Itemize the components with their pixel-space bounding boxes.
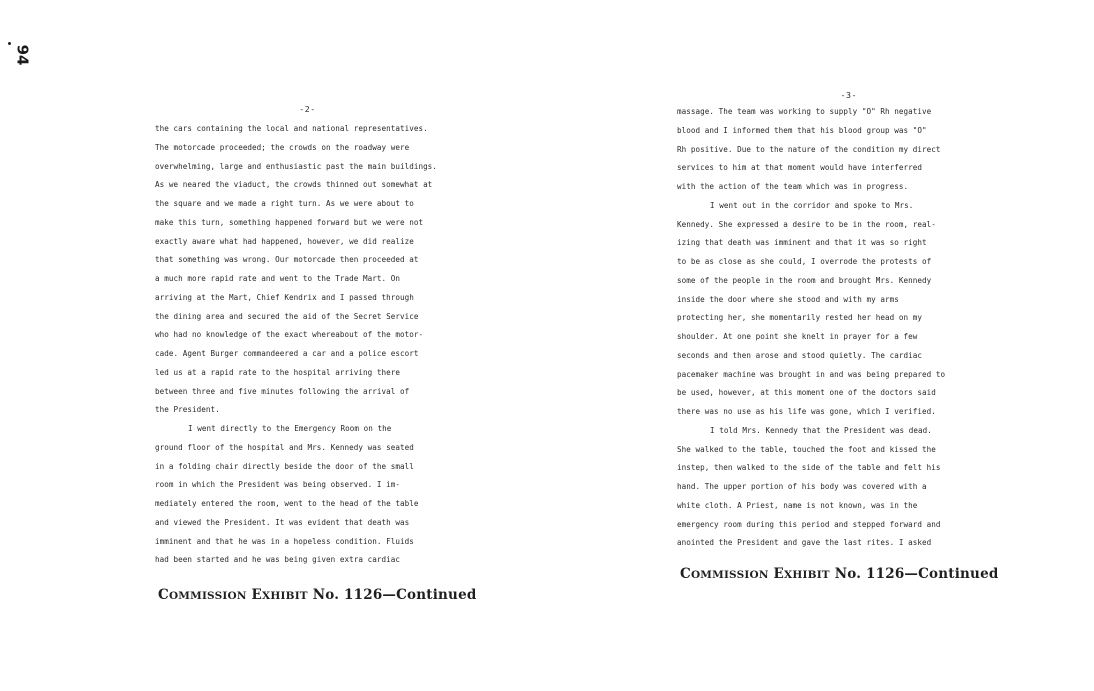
caption-rest: No. 1126—Continued	[307, 587, 477, 603]
text-line: inside the door where she stood and with my arms	[677, 294, 899, 304]
text-line: shoulder. At one point she knelt in prayer for a few	[677, 332, 918, 341]
text-line: to be as close as she could, I overrode the protests of	[677, 257, 932, 266]
text-line: imminent and that he was in a hopeless condition. Fluids	[155, 536, 414, 546]
caption-smallcaps-1: OMMISSION	[168, 590, 247, 602]
margin-dot	[8, 42, 11, 45]
text-line: exactly aware what had happened, however, we did realize	[155, 236, 414, 246]
text-line: make this turn, something happened forward but we were not	[155, 217, 424, 227]
text-line: seconds and then arose and stood quietly. The cardiac	[677, 350, 922, 360]
text-line: As we neared the viaduct, the crowds thinned out somewhat at	[155, 180, 433, 190]
text-line: She walked to the table, touched the foot and kissed the	[677, 444, 936, 454]
exhibit-caption-right	[680, 566, 999, 582]
text-line: I went directly to the Emergency Room on the	[188, 424, 392, 433]
text-line: there was no use as his life was gone, which I verified.	[677, 407, 936, 416]
text-line: The motorcade proceeded; the crowds on the roadway were	[155, 142, 410, 152]
text-line: arriving at the Mart, Chief Kendrix and I passed through	[155, 292, 414, 302]
text-line: the cars containing the local and national representatives.	[155, 124, 428, 133]
text-line: be used, however, at this moment one of the doctors said	[677, 388, 936, 398]
page-body	[155, 120, 450, 570]
margin-page-number: 94	[13, 44, 32, 66]
page-label: -2-	[299, 104, 316, 114]
text-line: some of the people in the room and brought Mrs. Kennedy	[677, 275, 932, 285]
caption-mid: E	[768, 566, 785, 582]
text-line: izing that death was imminent and that it was so right	[677, 238, 927, 248]
text-line: massage. The team was working to supply "O" Rh negative	[677, 107, 932, 116]
page-body	[677, 103, 967, 553]
text-line: protecting her, she momentarily rested her head on my	[677, 313, 922, 323]
text-line: in a folding chair directly beside the door of the small	[155, 461, 414, 471]
caption-smallcaps-2: XHIBIT	[784, 569, 830, 581]
page-label: -3-	[840, 90, 857, 100]
caption-lead: C	[158, 587, 169, 603]
text-line: overwhelming, large and enthusiastic past the main buildings.	[155, 161, 437, 171]
text-line: the dining area and secured the aid of the Secret Service	[155, 311, 419, 321]
text-line: white cloth. A Priest, name is not known, was in the	[677, 500, 918, 510]
text-line: and viewed the President. It was evident that death was	[155, 517, 410, 527]
text-line: the President.	[155, 405, 220, 415]
exhibit-caption-left	[158, 587, 477, 603]
text-line: mediately entered the room, went to the head of the table	[155, 499, 419, 508]
caption-smallcaps-1: OMMISSION	[690, 569, 769, 581]
text-line: I told Mrs. Kennedy that the President was dead.	[710, 425, 932, 435]
text-line: with the action of the team which was in progress.	[677, 182, 909, 191]
text-line: blood and I informed them that his blood group was "O"	[677, 125, 927, 135]
text-line: who had no knowledge of the exact whereabout of the motor-	[155, 330, 424, 340]
text-line: services to him at that moment would have interferred	[677, 163, 922, 173]
text-line: I went out in the corridor and spoke to Mrs.	[710, 200, 914, 210]
text-line: pacemaker machine was brought in and was being prepared to	[677, 369, 946, 379]
caption-smallcaps-2: XHIBIT	[262, 590, 308, 602]
caption-mid: E	[246, 587, 263, 603]
caption-rest: No. 1126—Continued	[829, 566, 999, 582]
text-line: emergency room during this period and stepped forward and	[677, 519, 941, 529]
text-line: had been started and he was being given extra cardiac	[155, 555, 400, 565]
text-line: a much more rapid rate and went to the Trade Mart. On	[155, 274, 400, 283]
text-line: the square and we made a right turn. As we were about to	[155, 199, 414, 208]
document-page-3	[677, 90, 967, 553]
text-line: anointed the President and gave the last rites. I asked	[677, 538, 932, 548]
text-line: Kennedy. She expressed a desire to be in the room, real-	[677, 219, 936, 229]
text-line: instep, then walked to the side of the table and felt his	[677, 463, 941, 473]
text-line: ground floor of the hospital and Mrs. Kennedy was seated	[155, 442, 414, 452]
text-line: room in which the President was being observed. I im-	[155, 480, 400, 490]
text-line: hand. The upper portion of his body was covered with a	[677, 482, 927, 491]
document-page-2	[155, 104, 450, 570]
text-line: between three and five minutes following the arrival of	[155, 386, 410, 396]
text-line: Rh positive. Due to the nature of the condition my direct	[677, 144, 941, 154]
text-line: that something was wrong. Our motorcade then proceeded at	[155, 255, 419, 265]
caption-lead: C	[680, 566, 691, 582]
text-line: led us at a rapid rate to the hospital arriving there	[155, 367, 400, 377]
text-line: cade. Agent Burger commandeered a car and a police escort	[155, 349, 419, 358]
